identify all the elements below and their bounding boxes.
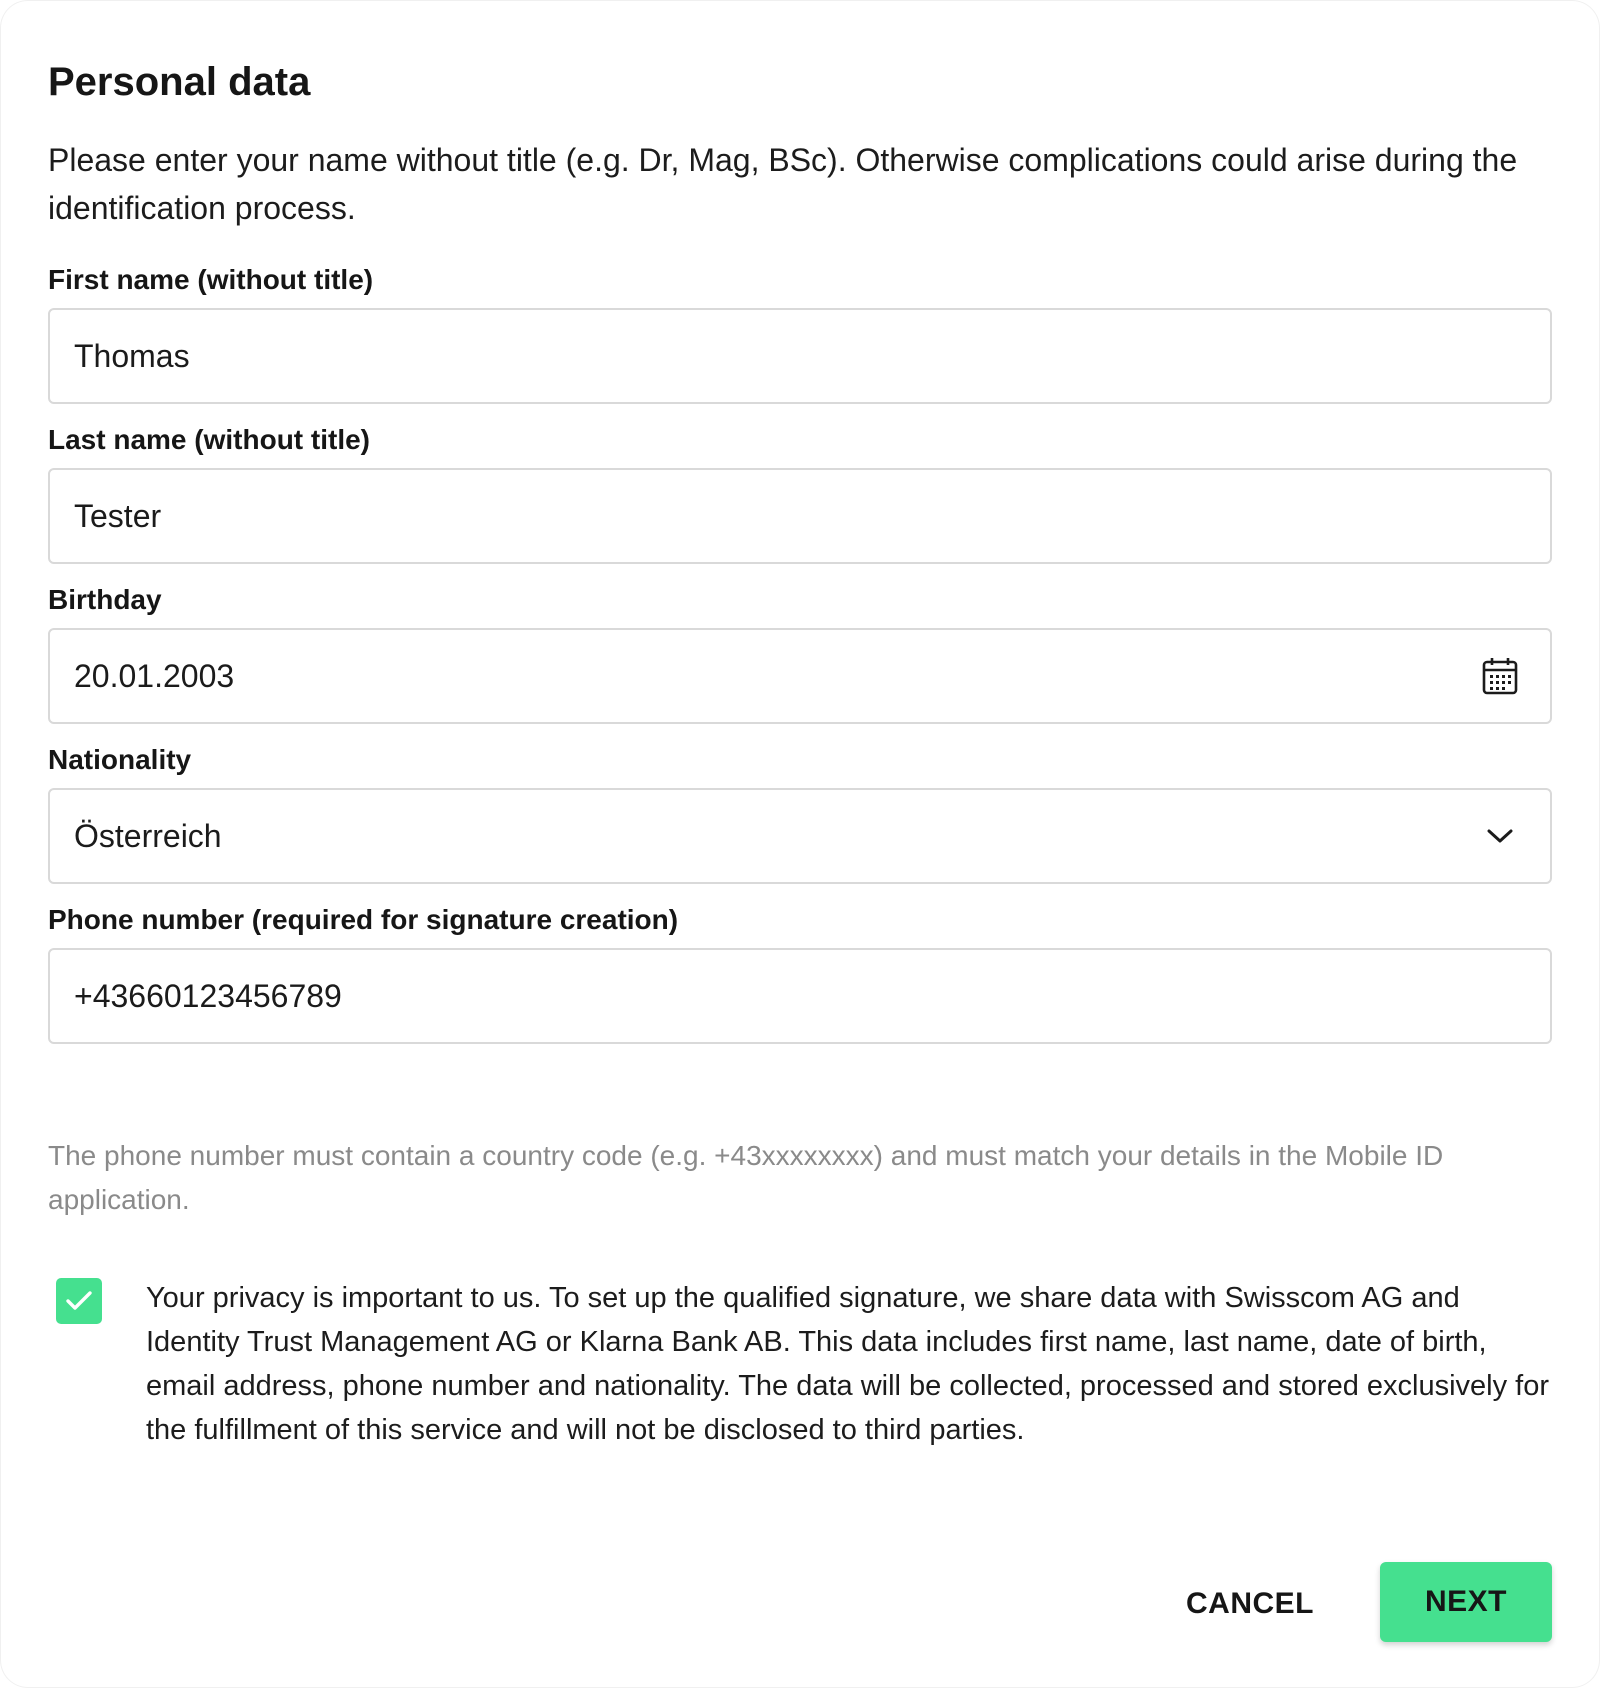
nationality-label: Nationality [48, 744, 192, 775]
first-name-value[interactable]: Thomas [74, 337, 190, 374]
phone-label: Phone number (required for signature creation) [48, 904, 679, 935]
checkmark-icon [65, 1290, 93, 1312]
privacy-consent [56, 1276, 1556, 1452]
cancel-button[interactable]: CANCEL [1170, 1564, 1330, 1644]
nationality-select[interactable] [48, 788, 1552, 884]
birthday-label: Birthday [48, 584, 162, 615]
next-button[interactable]: NEXT [1380, 1562, 1552, 1642]
consent-text: Your privacy is important to us. To set up the qualified signature, we share data with Swisscom AG and Identity Trust Management AG or Klarna Bank AB. This data includes first name, last name, date of birth, email address, phone number and nationality. The data will be collected, processed and stored exclusively for the fulfillment of this service and will not be disclosed to third parties. [146, 1282, 1550, 1446]
phone-field[interactable] [48, 948, 1552, 1044]
last-name-label: Last name (without title) [48, 424, 370, 455]
last-name-field[interactable] [48, 468, 1552, 564]
birthday-value[interactable]: 20.01.2003 [74, 657, 235, 694]
calendar-icon[interactable] [1480, 656, 1520, 696]
first-name-label: First name (without title) [48, 264, 374, 295]
dialog-title: Personal data [48, 60, 311, 104]
birthday-field[interactable] [48, 628, 1552, 724]
nationality-value[interactable]: Österreich [74, 817, 222, 854]
phone-value[interactable]: +43660123456789 [74, 977, 342, 1014]
first-name-field[interactable] [48, 308, 1552, 404]
consent-checkbox[interactable] [56, 1278, 102, 1324]
last-name-value[interactable]: Tester [74, 497, 162, 534]
phone-hint: The phone number must contain a country code (e.g. +43xxxxxxxx) and must match your details in the Mobile ID application. [48, 1140, 1444, 1215]
chevron-down-icon[interactable] [1480, 816, 1520, 856]
intro-text: Please enter your name without title (e.g. Dr, Mag, BSc). Otherwise complications could arise during the identification process. [48, 142, 1518, 226]
